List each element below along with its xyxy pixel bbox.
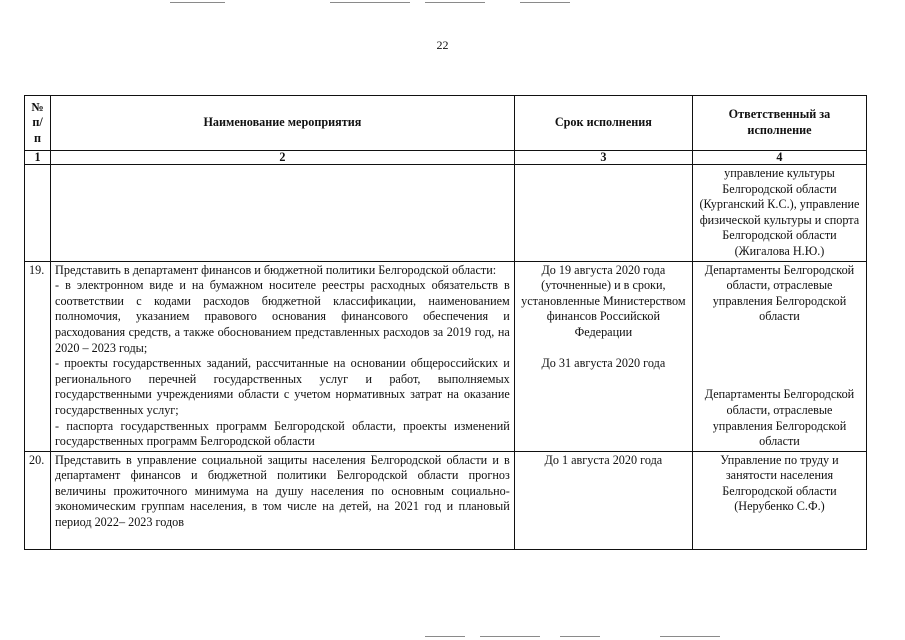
activity-text: - проекты государственных заданий, рассчитанные на основании общероссийских и регионального перечней государственных услуг и работ, выполняемых государственными учреждениями области с учетом нормативных затрат на оказание государственных услуг; — [55, 356, 510, 417]
deadline-text: До 1 августа 2020 года — [544, 452, 663, 467]
responsible-text: Департаменты Белгородской области, отраслевые управления Белгородской области — [704, 387, 855, 449]
activity-cell — [51, 261, 515, 451]
responsible-cell — [692, 165, 866, 262]
activity-cell — [51, 451, 515, 549]
responsible-cell — [692, 261, 866, 451]
column-number: 1 — [25, 151, 51, 165]
deadline-text: До 19 августа 2020 года (уточненные) и в сроки, установленные Министерством финансов Российской Федерации — [521, 262, 686, 339]
deadline-text: До 31 августа 2020 года — [541, 356, 666, 371]
activity-text: - в электронном виде и на бумажном носителе реестры расходных обязательств в соответствии с кодами расходов бюджетной классификации, наименованием полномочия, указанием правового основания финансового обеспечения и расходования средств, а также обоснованием представленных расходов за 2019 год, на 2020 – 2023 годы; — [55, 278, 510, 355]
row-number: 19. — [25, 261, 51, 451]
activities-table — [24, 95, 867, 550]
column-number: 4 — [692, 151, 866, 165]
deadline-cell — [514, 261, 692, 451]
header-row — [25, 96, 867, 151]
activity-text: Представить в департамент финансов и бюджетной политики Белгородской области: — [55, 262, 497, 277]
responsible-text: Департаменты Белгородской области, отраслевые управления Белгородской области — [704, 262, 855, 324]
activity-text: Представить в управление социальной защиты населения Белгородской области и в департамент финансов и бюджетной политики Белгородской области прогноз величины прожиточного минимума на душу населения по основным социально-экономическим группам населения, в том числе на детей, на 2021 год и плановый период 2022– 2023 годов — [55, 452, 510, 530]
deadline-cell — [514, 451, 692, 549]
activity-text: - паспорта государственных программ Белгородской области, проекты изменений государственных программ Белгородской области — [55, 418, 510, 449]
deadline-cell — [514, 165, 692, 262]
activity-cell — [51, 165, 515, 262]
table-row — [25, 451, 867, 549]
column-number: 3 — [514, 151, 692, 165]
responsible-cell — [692, 451, 866, 549]
header-responsible: Ответственный за исполнение — [692, 96, 866, 151]
row-number: 20. — [25, 451, 51, 549]
column-number: 2 — [51, 151, 515, 165]
row-number — [25, 165, 51, 262]
table-row — [25, 165, 867, 262]
responsible-text: Управление по труду и занятости населения Белгородской области (Нерубенко С.Ф.) — [720, 452, 839, 514]
responsible-text: управление культуры Белгородской области (Курганский К.С.), управление физической культуры и спорта Белгородской области (Жигалова Н.Ю.) — [699, 166, 860, 258]
header-activity: Наименование мероприятия — [51, 96, 515, 151]
header-number: № п/п — [25, 96, 51, 151]
column-number-row — [25, 151, 867, 165]
page-number: 22 — [436, 38, 449, 52]
header-deadline: Срок исполнения — [514, 96, 692, 151]
table-row — [25, 261, 867, 451]
